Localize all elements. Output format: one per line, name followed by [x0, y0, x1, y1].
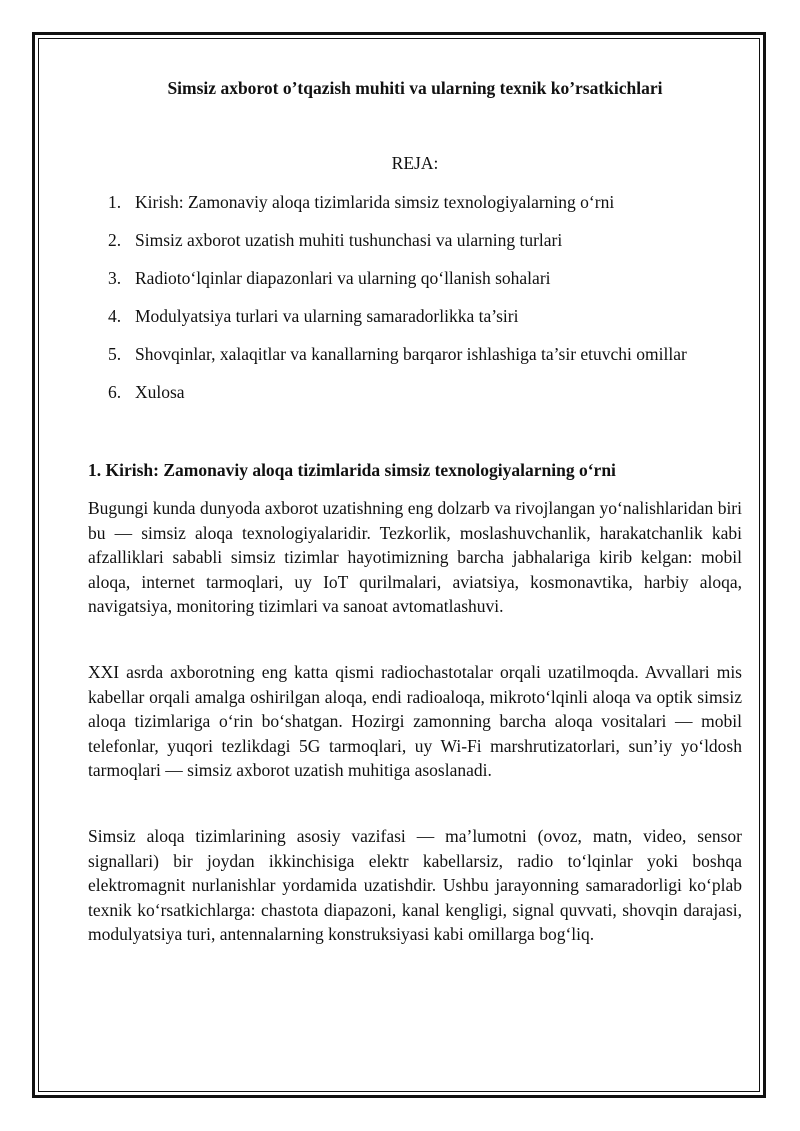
plan-item-number: 5.	[108, 344, 122, 364]
plan-item	[108, 304, 748, 342]
plan-item-number: 6.	[108, 382, 122, 402]
plan-list	[108, 190, 748, 418]
plan-item-number: 1.	[108, 192, 122, 212]
plan-heading: REJA:	[391, 153, 439, 173]
plan-item	[108, 228, 748, 266]
plan-item-text: Xulosa	[135, 382, 185, 402]
body-paragraph: Bugungi kunda dunyoda axborot uzatishning eng dolzarb va rivojlangan yo‘nalishlaridan biri bu — simsiz aloqa texnologiyalaridir. Tezkorlik, moslashuvchanlik, harakatchanlik kabi afzalliklari sababli simsiz tizimlar hayotimizning barcha jabhalariga kirib kelgan: mobil aloqa, internet tarmoqlari, uy IoT qurilmalari, aviatsiya, kosmonavtika, harbiy aloqa, navigatsiya, monitoring tizimlari va sanoat avtomatlashuvi.	[88, 498, 742, 617]
plan-item-text: Radioto‘lqinlar diapazonlari va ularning qo‘llanish sohalari	[135, 268, 551, 288]
document-title: Simsiz axborot o’tqazish muhiti va ularning texnik ko’rsatkichlari	[167, 78, 663, 98]
plan-item	[108, 190, 748, 228]
plan-item-text: Kirish: Zamonaviy aloqa tizimlarida simsiz texnologiyalarning o‘rni	[135, 192, 615, 212]
plan-item-text: Simsiz axborot uzatish muhiti tushunchasi va ularning turlari	[135, 230, 563, 250]
plan-item-number: 2.	[108, 230, 122, 250]
section-heading: 1. Kirish: Zamonaviy aloqa tizimlarida simsiz texnologiyalarning o‘rni	[88, 460, 616, 480]
plan-item-text: Shovqinlar, xalaqitlar va kanallarning barqaror ishlashiga ta’sir etuvchi omillar	[135, 344, 687, 364]
body-paragraph: Simsiz aloqa tizimlarining asosiy vazifasi — ma’lumotni (ovoz, matn, video, sensor signallari) bir joydan ikkinchisiga elektr kabellarsiz, radio to‘lqinlar yoki boshqa elektromagnit nurlanishlar yordamida uzatishdir. Ushbu jarayonning samaradorligi ko‘plab texnik ko‘rsatkichlarga: chastota diapazoni, kanal kengligi, signal quvvati, shovqin darajasi, modulyatsiya turi, antennalarning konstruksiyasi kabi omillarga bog‘liq.	[88, 826, 742, 945]
plan-item-number: 3.	[108, 268, 122, 288]
plan-item-number: 4.	[108, 306, 122, 326]
plan-item	[108, 266, 748, 304]
body-paragraph: XXI asrda axborotning eng katta qismi radiochastotalar orqali uzatilmoqda. Avvallari mis kabellar orqali amalga oshirilgan aloqa, endi radioaloqa, mikroto‘lqinli aloqa va optik simsiz aloqa tizimlariga o‘rin bo‘shatgan. Hozirgi zamonning barcha aloqa vositalari — mobil telefonlar, yuqori tezlikdagi 5G tarmoqlari, uy Wi-Fi marshrutizatorlari, sun’iy yo‘ldosh tarmoqlari — simsiz axborot uzatish muhitiga asoslanadi.	[88, 662, 742, 781]
plan-item-text: Modulyatsiya turlari va ularning samaradorlikka ta’siri	[135, 306, 519, 326]
plan-item	[108, 342, 748, 380]
plan-item	[108, 380, 748, 418]
